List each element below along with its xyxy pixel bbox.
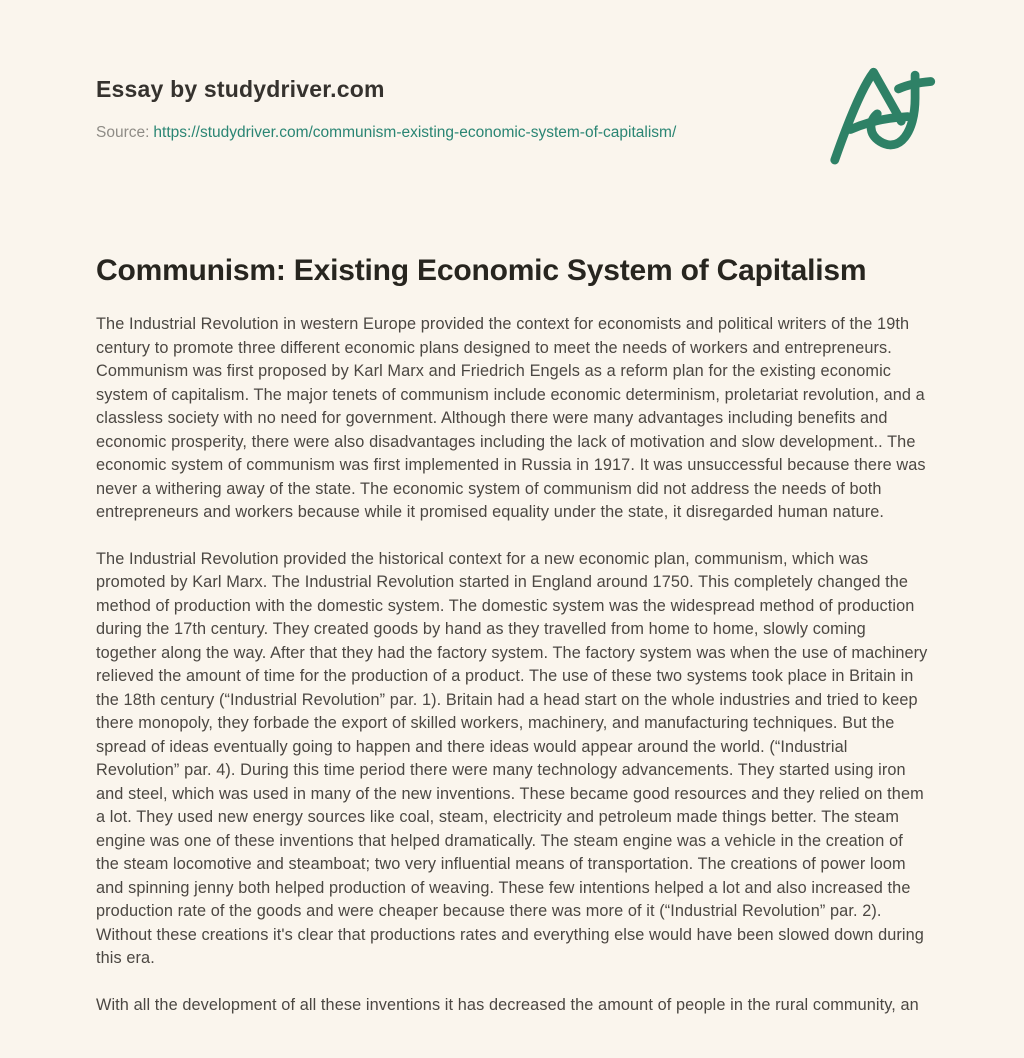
source-line — [96, 124, 930, 142]
source-link[interactable]: https://studydriver.com/communism-existing-economic-system-of-capitalism/ — [153, 124, 677, 141]
essay-paragraph-3: With all the development of all these inventions it has decreased the amount of people in the rural community, an — [96, 995, 919, 1014]
essay-paragraph-2: The Industrial Revolution provided the historical context for a new economic plan, communism, which was promoted by Karl Marx. The Industrial Revolution started in England around 1750. This completely changed the method of production with the domestic system. The domestic system was the widespread method of production during the 17th century. They created goods by hand as they travelled from home to home, slowly coming together along the way. After that they had the factory system. The factory system was when the use of machinery relieved the amount of time for the production of a product. The use of these two systems took place in Britain in the 18th century (“Industrial Revolution” par. 1). Britain had a head start on the whole industries and tried to keep there monopoly, they forbade the export of skilled workers, machinery, and manufacturing techniques. But the spread of ideas eventually going to happen and there ideas would appear around the world. (“Industrial Revolution” par. 4). During this time period there were many technology advancements. They started using iron and steel, which was used in many of the new inventions. These became good resources and they relied on them a lot. They used new energy sources like coal, steam, electricity and petroleum made things better. The steam engine was one of these inventions that helped dramatically. The steam engine was a vehicle in the creation of the steam locomotive and steamboat; two very influential means of transportation. The creations of power loom and spinning jenny both helped production of weaving. These few intentions helped a lot and also increased the production rate of the goods and were cheaper because there was more of it (“Industrial Revolution” par. 2). Without these creations it's clear that productions rates and everything else would have been slowed down during this era. — [96, 549, 928, 967]
essay-paragraph-1: The Industrial Revolution in western Europe provided the context for economists and political writers of the 19th century to promote three different economic plans designed to meet the needs of workers and entrepreneurs. Communism was first proposed by Karl Marx and Friedrich Engels as a reform plan for the existing economic system of capitalism. The major tenets of communism include economic determinism, proletariat revolution, and a classless society with no need for government. Although there were many advantages including benefits and economic prosperity, there were also disadvantages including the lack of motivation and slow development.. The economic system of communism was first implemented in Russia in 1917. It was unsuccessful because there was never a withering away of the state. The economic system of communism did not address the needs of both entrepreneurs and workers because while it promised equality under the state, it disregarded human nature. — [96, 315, 926, 521]
a-plus-logo — [820, 56, 940, 168]
source-label: Source: — [96, 124, 150, 141]
essay-body — [96, 313, 930, 1017]
page-title: Essay by studydriver.com — [96, 76, 385, 102]
essay-title: Communism: Existing Economic System of Capitalism — [96, 254, 867, 287]
